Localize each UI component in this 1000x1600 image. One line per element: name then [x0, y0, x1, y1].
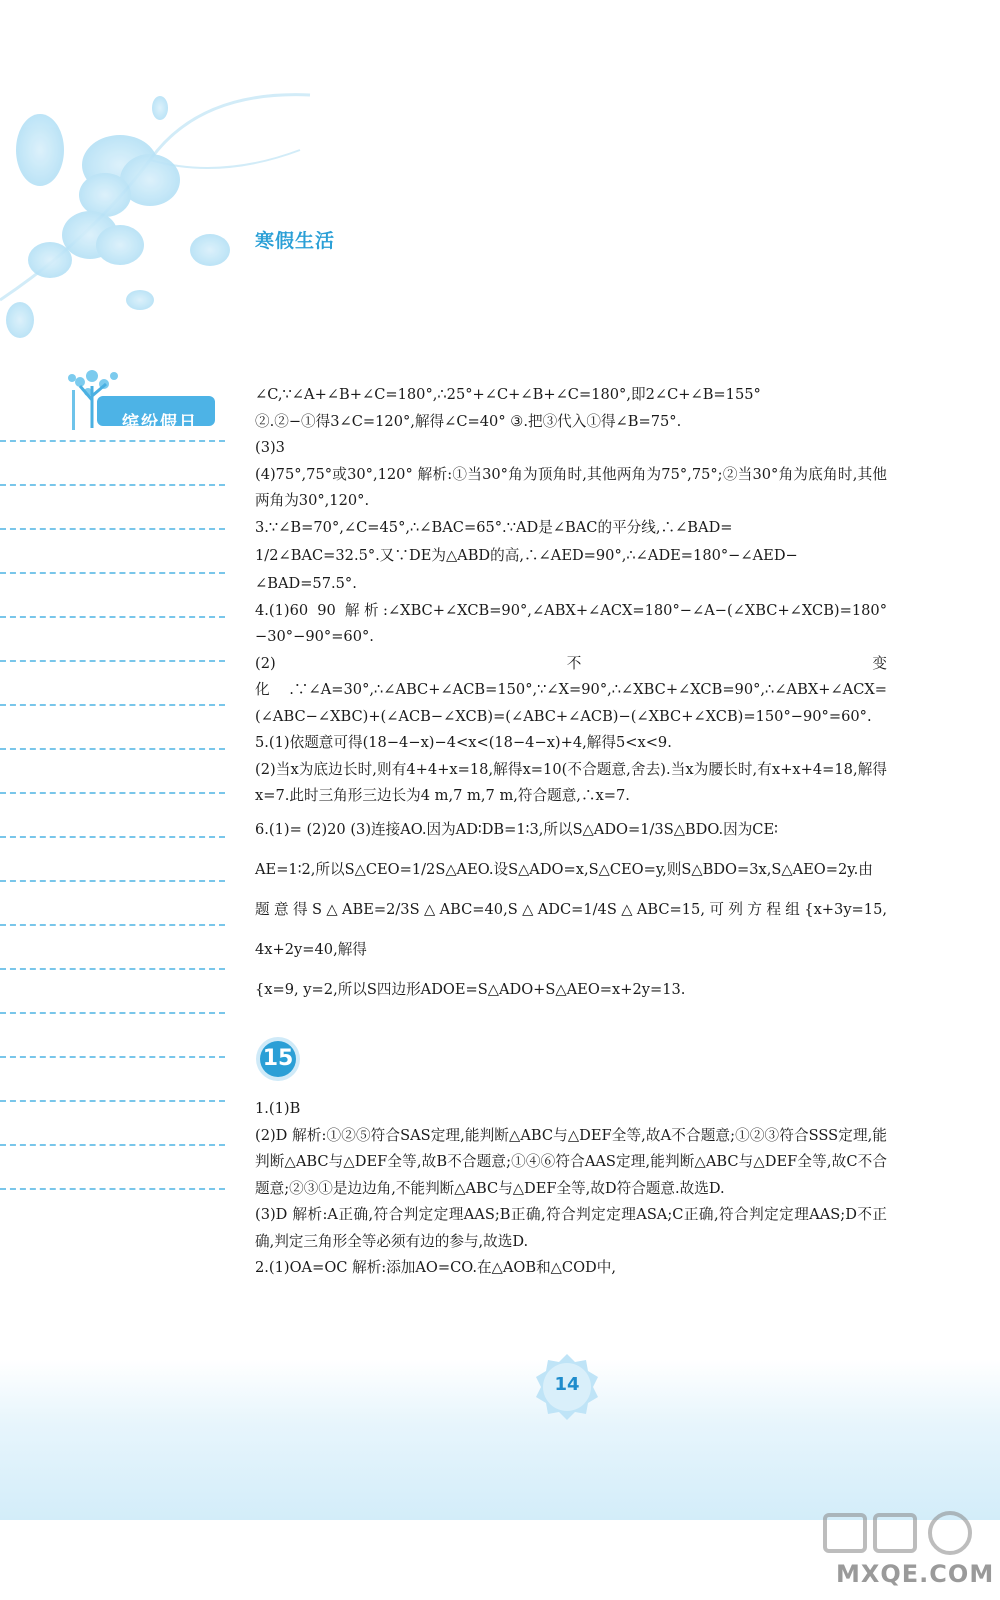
answer-line: 5.(1)依题意可得(18−4−x)−4<x<(18−4−x)+4,解得5<x<9. [255, 734, 672, 751]
page-header-title: 寒假生活 [255, 230, 336, 252]
answer-line: (2)不变化.∵∠A=30°,∴∠ABC+∠ACB=150°,∵∠X=90°,∴∠XBC+∠XCB=90°,∴∠ABX+∠ACX=(∠ABC−∠XBC)+(∠ACB−∠XCB)=(∠ABC+∠ACB)−(∠XBC+∠XCB)=150°−90°=60°. [255, 654, 887, 725]
answer-line: (3)D 解析:A正确,符合判定定理AAS;B正确,符合判定定理ASA;C正确,符合判定定理AAS;D不正确,判定三角形全等必须有边的参与,故选D. [255, 1206, 887, 1250]
footer-band [0, 1360, 1000, 1520]
answer-line: AE=1∶2,所以S△CEO=1/2S△AEO.设S△ADO=x,S△CEO=y,则S△BDO=3x,S△AEO=2y.由 [255, 860, 873, 878]
answer-line: (2)D 解析:①②⑤符合SAS定理,能判断△ABC与△DEF全等,故A不合题意;①②③符合SSS定理,能判断△ABC与△DEF全等,故B不合题意;①④⑥符合AAS定理,能判断△ABC与△DEF全等,故C不合题意;②③①是边边角,不能判断△ABC与△DEF全等,故D符合题意.故选D. [255, 1126, 887, 1197]
answer-line: (4)75°,75°或30°,120° 解析:①当30°角为顶角时,其他两角为75°,75°;②当30°角为底角时,其他两角为30°,120°. [255, 465, 887, 509]
answer-line: (2)当x为底边长时,则有4+4+x=18,解得x=10(不合题意,舍去).当x为腰长时,有x+x+4=18,解得x=7.此时三角形三边长为4 m,7 m,7 m,符合题意,∴x=7. [255, 760, 887, 804]
answer-line: 2.(1)OA=OC 解析:添加AO=CO.在△AOB和△COD中, [255, 1259, 616, 1276]
answer-line: ∠BAD=57.5°. [255, 575, 357, 592]
section-number: 15 [262, 1046, 294, 1071]
answer-line: {x=9, y=2,所以S四边形ADOE=S△ADO+S△AEO=x+2y=13. [255, 980, 686, 998]
answer-content-section-15 [255, 1096, 887, 1282]
flower-decoration-icon [0, 0, 360, 360]
answer-line: 1.(1)B [255, 1100, 301, 1117]
answer-line: 1/2∠BAC=32.5°.又∵DE为△ABD的高,∴∠AED=90°,∴∠ADE=180°−∠AED− [255, 547, 798, 564]
answer-line: 6.(1)= (2)20 (3)连接AO.因为AD∶DB=1∶3,所以S△ADO=1/3S△BDO.因为CE∶ [255, 820, 778, 838]
note-ruled-lines [0, 440, 225, 1220]
answer-content [255, 382, 887, 1010]
badge-label: 缤纷假日 [122, 413, 198, 433]
answer-line: (3)3 [255, 439, 285, 456]
answer-line: 4.(1)60 90 解析:∠XBC+∠XCB=90°,∠ABX+∠ACX=180°−∠A−(∠XBC+∠XCB)=180°−30°−90°=60°. [255, 601, 887, 645]
answer-line: ②.②−①得3∠C=120°,解得∠C=40° ③.把③代入①得∠B=75°. [255, 412, 682, 430]
answer-line: 题意得S△ABE=2/3S△ABC=40,S△ADC=1/4S△ABC=15,可列方程组{x+3y=15, 4x+2y=40,解得 [255, 900, 887, 958]
page-number: 14 [554, 1374, 580, 1395]
watermark-text: MXQE.COM [836, 1560, 995, 1588]
answer-line: ∠C,∵∠A+∠B+∠C=180°,∴25°+∠C+∠B+∠C=180°,即2∠C+∠B=155° [255, 386, 761, 403]
answer-line: 3.∵∠B=70°,∠C=45°,∴∠BAC=65°.∵AD是∠BAC的平分线,∴∠BAD= [255, 518, 733, 536]
